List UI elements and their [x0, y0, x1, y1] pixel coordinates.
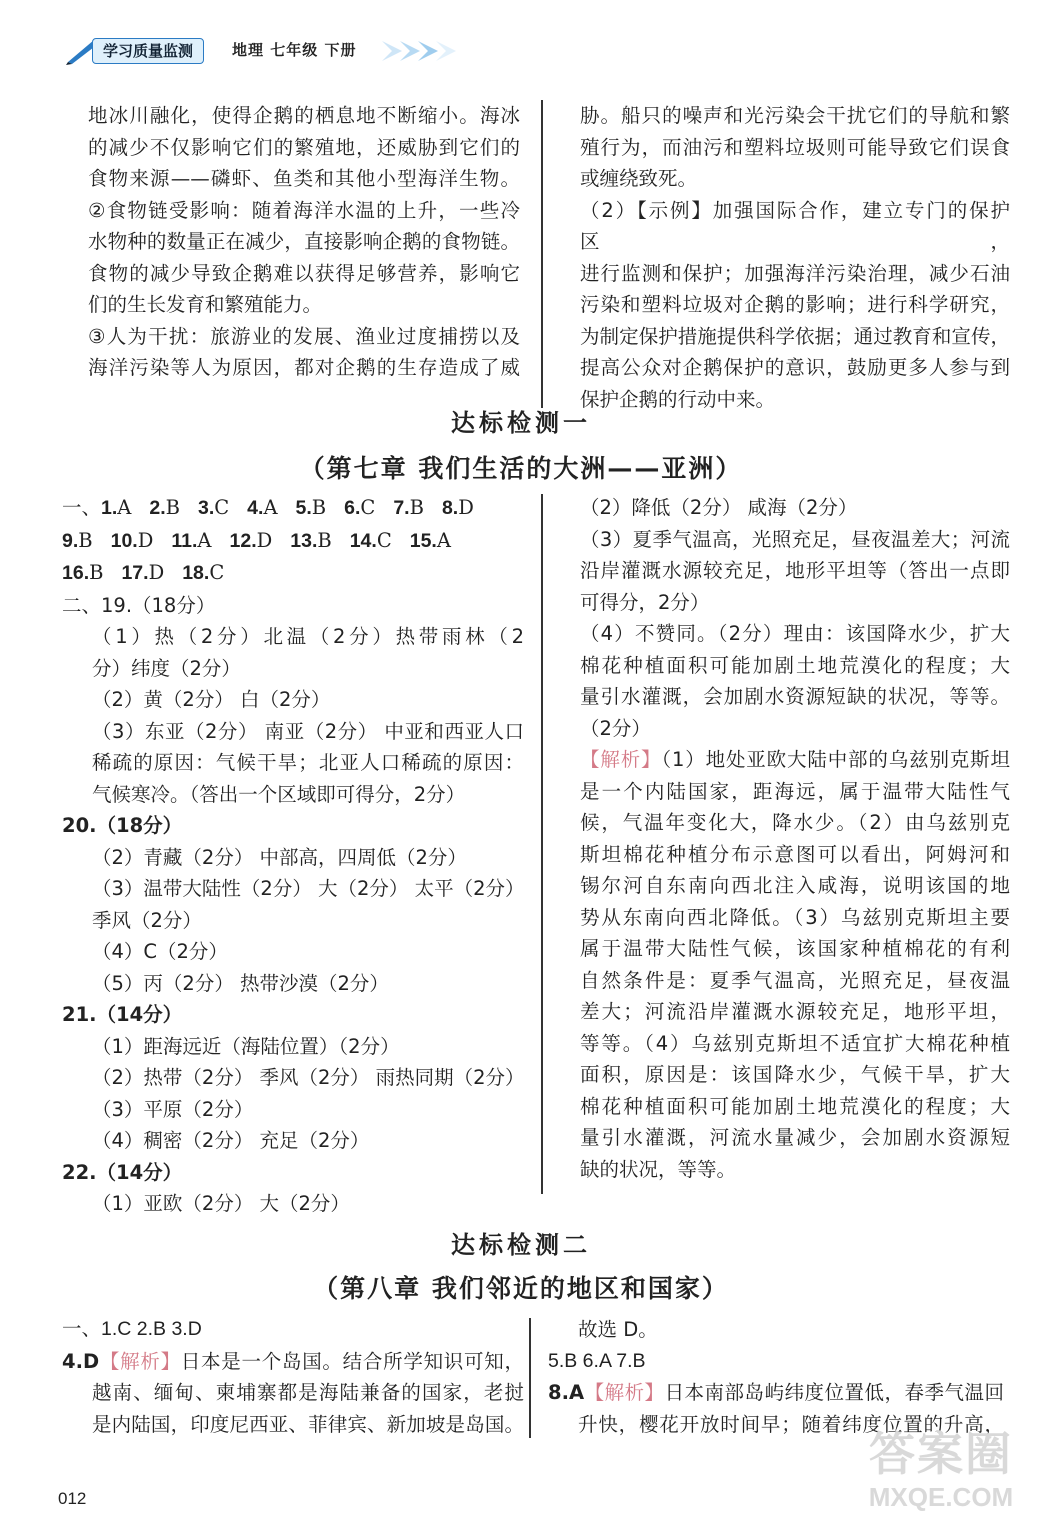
analysis-line: 越南、缅甸、柬埔寨都是海陆兼备的国家，老挝 — [92, 1381, 524, 1404]
analysis-line: 锡尔河自东南向西北注入咸海，说明该国的地 — [580, 874, 1010, 897]
answer-line: （5）丙（2分） 热带沙漠（2分） — [92, 971, 389, 995]
question-8 — [548, 1377, 1004, 1409]
question-number: 1. — [101, 497, 118, 519]
text-line: 胁。船只的噪声和光污染会干扰它们的导航和繁 — [580, 104, 1010, 127]
question-number: 9. — [62, 529, 79, 552]
analysis-line: 量引水灌溉，河流水量减少，会加剧水资源短 — [580, 1126, 1010, 1149]
section-title-test2: 达标检测二 — [451, 1231, 591, 1259]
answer-value: D — [256, 528, 273, 552]
column-divider — [541, 100, 543, 408]
section-title-test1: 达标检测一 — [451, 409, 591, 437]
text-line: 们的生长发育和繁殖能力。 — [88, 293, 323, 316]
question-number: 6. — [344, 497, 361, 519]
answer-value: A — [197, 528, 212, 552]
top-right-column — [580, 100, 1010, 415]
analysis-text: 日本是一个岛国。结合所学知识可知， — [180, 1349, 524, 1373]
question-number: 13. — [290, 529, 318, 552]
answer-value: B — [317, 528, 332, 552]
text-line: 污染和塑料垃圾对企鹅的影响；进行科学研究， — [580, 293, 1010, 316]
answer-line: （4）稠密（2分） 充足（2分） — [92, 1129, 370, 1152]
answer-line: （1）距海远近（海陆位置）（2分） — [92, 1034, 400, 1058]
analysis-line: 等等。（4）乌兹别克斯坦不适宜扩大棉花种植 — [580, 1031, 1010, 1055]
text-line: 提高公众对企鹅保护的意识，鼓励更多人参与到 — [580, 356, 1010, 379]
question-number: 4. — [247, 497, 264, 519]
answer-line: （3）温带大陆性（2分） 大（2分） 太平（2分） — [92, 877, 525, 900]
answer-line: （1）热（2分）北温（2分）热带雨林（2 — [92, 625, 524, 648]
question-number: 3. — [197, 497, 215, 519]
answer-value: C — [209, 561, 225, 584]
answer-line: （2）热带（2分） 季风（2分） 雨热同期（2分） — [92, 1066, 525, 1089]
answer-line: （2）青藏（2分） 中部高，四周低（2分） — [92, 845, 467, 869]
analysis-line: 斯坦棉花种植分布示意图可以看出，阿姆河和 — [580, 842, 1010, 866]
question-number: 12. — [229, 529, 257, 552]
question-4 — [62, 1346, 524, 1378]
column-divider — [529, 1318, 531, 1438]
analysis-line: 属于温带大陆性气候，该国家种植棉花的有利 — [580, 937, 1010, 960]
question-number: 16. — [62, 562, 90, 584]
section-subtitle-test1: （第七章 我们生活的大洲——亚洲） — [299, 454, 743, 483]
answer-value: A — [263, 496, 278, 519]
watermark-logo — [866, 1426, 1016, 1522]
text-line: ②食物链受影响：随着海洋水温的上升，一些冷 — [88, 198, 520, 222]
analysis-line: 升快，樱花开放时间早；随着纬度位置的升高， — [578, 1412, 1004, 1436]
text-line: 或缠绕致死。 — [580, 167, 698, 190]
analysis-label: 【解析】 — [99, 1349, 181, 1373]
answer-value: A — [436, 528, 451, 552]
analysis-line: 差大；河流沿岸灌溉水源较充足，地形平坦， — [580, 1000, 1010, 1023]
watermark-url: MXQE.COM — [868, 1482, 1014, 1512]
analysis-text: （1）地处亚欧大陆中部的乌兹别克斯坦 — [661, 748, 1010, 771]
question-header: 21.（14分） — [62, 1003, 183, 1026]
question-number: 14. — [349, 529, 377, 552]
question-number: 8. — [441, 497, 459, 519]
mc-row-1 — [62, 492, 524, 525]
page-number: 012 — [58, 1489, 87, 1508]
mc-row-3 — [62, 557, 524, 590]
question-header: 20.（18分） — [62, 814, 183, 837]
answer-line: （2分） — [580, 716, 651, 740]
test1-right-column — [580, 492, 1010, 1185]
watermark-text: 答案圈 — [869, 1427, 1013, 1481]
question-number: 10. — [110, 529, 138, 552]
top-left-column — [88, 100, 520, 384]
analysis-label: 【解析】 — [584, 1381, 665, 1404]
analysis-label: 【解析】 — [580, 748, 662, 771]
question-number: 5. — [295, 497, 312, 519]
analysis-line: 是内陆国，印度尼西亚、菲律宾、新加坡是岛国。 — [92, 1412, 524, 1436]
answer-line: 稀疏的原因：气候干旱；北亚人口稀疏的原因： — [92, 751, 524, 774]
answer-value: D — [458, 496, 474, 519]
text-line: 进行监测和保护；加强海洋污染治理，减少石油 — [580, 261, 1010, 285]
subject-label: 地理 七年级 下册 — [232, 41, 357, 59]
analysis-line: 缺的状况，等等。 — [580, 1157, 737, 1181]
mc-row: 5.B 6.A 7.B — [548, 1349, 646, 1372]
mc-row: 一、1.C 2.B 3.D — [62, 1318, 202, 1340]
question-number: 18. — [182, 562, 210, 584]
section-label: 一、 — [62, 496, 102, 519]
answer-value: B — [89, 561, 104, 584]
analysis-line: 故选 D。 — [578, 1318, 658, 1341]
analysis-text: 日本南部岛屿纬度位置低，春季气温回 — [664, 1381, 1004, 1404]
chevron-decoration-icon — [382, 37, 482, 65]
analysis-line: 候，气温年变化大，降水少。（2）由乌兹别克 — [580, 811, 1010, 834]
text-line: 食物来源——磷虾、鱼类和其他小型海洋生物。 — [88, 167, 520, 190]
answer-line: 量引水灌溉，会加剧水资源短缺的状况，等等。 — [580, 685, 1010, 708]
text-line: 水物种的数量正在减少，直接影响企鹅的食物链。 — [88, 230, 520, 253]
text-line: 海洋污染等人为原因，都对企鹅的生存造成了威 — [88, 356, 520, 379]
answer-line: 分）纬度（2分） — [92, 656, 241, 680]
test2-right-column — [548, 1314, 1004, 1440]
answer-line: 可得分，2分） — [580, 590, 710, 614]
question-number: 8.A — [548, 1381, 585, 1404]
answer-value: B — [311, 496, 327, 519]
analysis-line: 势从东南向西北降低。（3）乌兹别克斯坦主要 — [580, 905, 1010, 929]
text-line: 保护企鹅的行动中来。 — [580, 387, 776, 411]
question-number: 11. — [171, 529, 198, 552]
answer-value: B — [165, 496, 180, 519]
answer-line: 气候寒冷。（答出一个区域即可得分，2分） — [92, 782, 466, 806]
question-number: 2. — [149, 497, 166, 519]
answer-value: D — [137, 528, 154, 552]
answer-value: C — [360, 496, 376, 519]
answer-value: C — [214, 496, 230, 519]
text-line: （2）【示例】加强国际合作，建立专门的保护区， — [580, 198, 1010, 253]
analysis-line: 面积，原因是：该国降水少，气候干旱，扩大 — [580, 1063, 1010, 1086]
text-line: 的减少不仅影响它们的繁殖地，还威胁到它们的 — [88, 135, 520, 159]
column-divider — [541, 494, 543, 1194]
answer-line: （3）夏季气温高，光照充足，昼夜温差大；河流 — [580, 527, 1010, 551]
text-line: 为制定保护措施提供科学依据；通过教育和宣传， — [580, 324, 1010, 348]
test2-left-column — [62, 1314, 524, 1440]
test1-left-column — [62, 492, 524, 1220]
question-number: 17. — [121, 562, 149, 584]
answer-line: （2）降低（2分） 咸海（2分） — [580, 496, 858, 519]
answer-line: （2）黄（2分） 白（2分） — [92, 688, 331, 711]
text-line: 食物的减少导致企鹅难以获得足够营养，影响它 — [88, 261, 520, 285]
answer-line: 季风（2分） — [92, 908, 202, 932]
answer-line: 沿岸灌溉水源较充足，地形平坦等（答出一点即 — [580, 559, 1010, 582]
mc-row-2 — [62, 525, 524, 558]
question-header: 22.（14分） — [62, 1160, 183, 1184]
analysis-line — [580, 744, 1010, 776]
answer-line: （4）C（2分） — [92, 940, 228, 963]
question-number: 4.D — [62, 1349, 100, 1373]
question-number: 15. — [409, 529, 437, 552]
text-line: 殖行为，而油污和塑料垃圾则可能导致它们误食 — [580, 135, 1010, 159]
text-line: 地冰川融化，使得企鹅的栖息地不断缩小。海冰 — [88, 104, 520, 127]
answer-value: C — [376, 528, 392, 552]
answer-value: D — [148, 561, 165, 584]
series-title: 学习质量监测 — [92, 38, 204, 64]
answer-value: B — [409, 496, 424, 519]
answer-line: （3）平原（2分） — [92, 1097, 254, 1121]
text-line: ③人为干扰：旅游业的发展、渔业过度捕捞以及 — [88, 324, 520, 348]
question-header: 二、19.（18分） — [62, 593, 216, 617]
answer-value: A — [117, 496, 132, 519]
section-subtitle-test2: （第八章 我们邻近的地区和国家） — [313, 1274, 729, 1303]
answer-line: 棉花种植面积可能加剧土地荒漠化的程度；大 — [580, 653, 1010, 677]
answer-value: B — [78, 528, 93, 552]
analysis-line: 是一个内陆国家，距海远，属于温带大陆性气 — [580, 779, 1010, 803]
page-header — [60, 34, 480, 68]
question-number: 7. — [393, 497, 410, 519]
analysis-line: 棉花种植面积可能加剧土地荒漠化的程度；大 — [580, 1094, 1010, 1118]
answer-line: （1）亚欧（2分） 大（2分） — [92, 1192, 350, 1215]
answer-line: （4）不赞同。（2分）理由：该国降水少，扩大 — [580, 622, 1010, 645]
analysis-line: 自然条件是：夏季气温高，光照充足，昼夜温 — [580, 968, 1010, 992]
answer-line: （3）东亚（2分） 南亚（2分） 中亚和西亚人口 — [92, 719, 524, 743]
